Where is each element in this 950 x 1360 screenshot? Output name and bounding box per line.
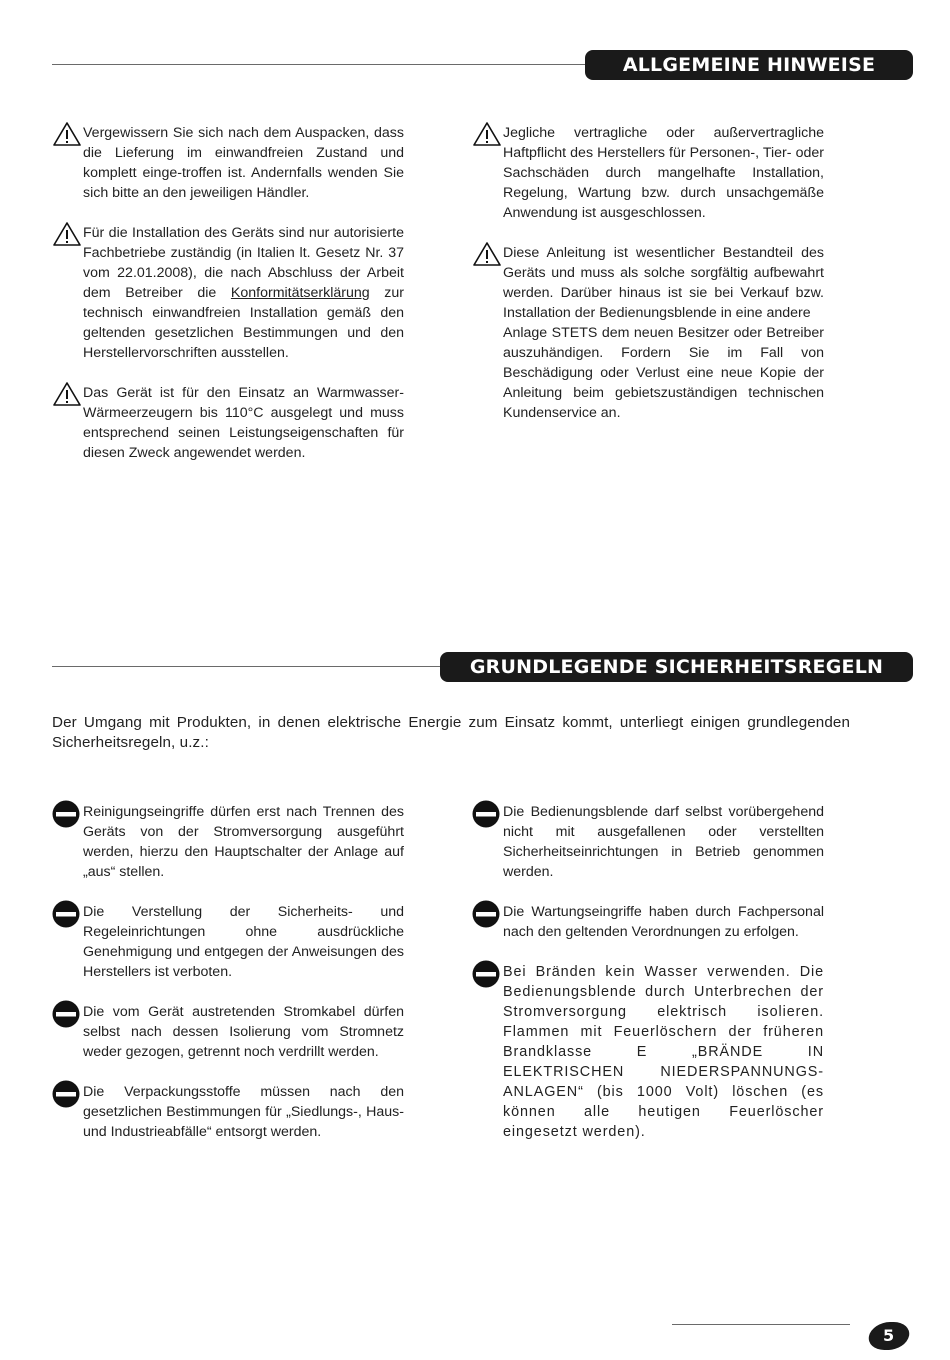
rule-text: Die Verpackungsstoffe müssen nach den gesetzlichen Bestimmungen für „Siedlungs-, Haus- und Industrieabfälle“ entsorgt werden. bbox=[83, 1084, 404, 1140]
warning-icon bbox=[52, 121, 82, 147]
section2-right-column bbox=[472, 802, 824, 1162]
no-entry-icon bbox=[472, 960, 500, 988]
no-entry-icon bbox=[52, 900, 80, 928]
prohibition-rule bbox=[472, 902, 824, 942]
note-text: Diese Anleitung ist wesentlicher Bestandteil des Geräts und muss als solche sorgfältig aufbewahrt werden. Darüber hinaus ist sie bei Verkauf bzw. Installation der Bedienungsblende in eine andere bbox=[503, 245, 824, 321]
rule-text: Die vom Gerät austretenden Stromkabel dürfen selbst nach dessen Isolierung vom Stromnetz weder gezogen, getrennt noch verdrillt werden. bbox=[83, 1004, 404, 1060]
rule-text: Die Bedienungsblende darf selbst vorübergehend nicht mit ausgefallenen oder verstellten Sicherheitseinrichtungen in Betrieb genommen werden. bbox=[503, 804, 824, 880]
no-entry-icon bbox=[472, 900, 500, 928]
intro-paragraph: Der Umgang mit Produkten, in denen elektrische Energie zum Einsatz kommt, unterliegt einigen grundlegenden Sicherheitsregeln, u.z.: bbox=[52, 714, 850, 751]
section1-left-column bbox=[52, 123, 404, 483]
no-entry-icon bbox=[52, 1000, 80, 1028]
no-entry-icon bbox=[52, 800, 80, 828]
warning-note bbox=[52, 223, 404, 363]
prohibition-rule bbox=[472, 962, 824, 1142]
warning-note bbox=[52, 123, 404, 203]
note-text: Anlage STETS dem neuen Besitzer oder Betreiber auszuhändigen. Fordern Sie im Fall von Beschädigung oder Verlust eine neue Kopie der Anleitung beim gebietszuständigen technischen Kundenservice an. bbox=[503, 325, 824, 421]
note-text: zur technisch einwandfreien Installation gemäß den geltenden gesetzlichen Bestimmungen und den Herstellervorschriften ausstellen. bbox=[83, 285, 404, 361]
section1-right-column bbox=[472, 123, 824, 443]
section2-left-column bbox=[52, 802, 404, 1162]
declaration-link-text: Konformitätserklärung bbox=[230, 285, 370, 301]
warning-note bbox=[472, 123, 824, 223]
section-rule bbox=[52, 666, 447, 667]
warning-icon bbox=[52, 221, 82, 247]
warning-icon bbox=[472, 241, 502, 267]
note-text: Für die Installation des Geräts sind nur autorisierte Fachbetriebe zuständig (in Italien lt. Gesetz Nr. 37 vom 22.01.2008), die nach Abschluss der Arbeit dem Betreiber die bbox=[83, 225, 404, 301]
prohibition-rule bbox=[52, 902, 404, 982]
section-title-grundlegende-sicherheitsregeln: GRUNDLEGENDE SICHERHEITSREGELN bbox=[440, 652, 913, 682]
warning-note bbox=[472, 243, 824, 423]
note-text: Jegliche vertragliche oder außervertragliche Haftpflicht des Herstellers für Personen-, Tier- oder Sachschäden durch mangelhafte Installation, Regelung, Wartung bzw. durch unsachgemäße Anwendung ist ausgeschlossen. bbox=[503, 125, 824, 221]
warning-note bbox=[52, 383, 404, 463]
prohibition-rule bbox=[52, 1002, 404, 1062]
prohibition-rule bbox=[472, 802, 824, 882]
warning-icon bbox=[472, 121, 502, 147]
prohibition-rule bbox=[52, 802, 404, 882]
rule-text: Die Wartungseingriffe haben durch Fachpersonal nach den geltenden Verordnungen zu erfolgen. bbox=[503, 904, 824, 940]
prohibition-rule bbox=[52, 1082, 404, 1142]
note-text: Vergewissern Sie sich nach dem Auspacken, dass die Lieferung im einwandfreien Zustand und komplett einge-troffen ist. Andernfalls wenden Sie sich bitte an den jeweiligen Händler. bbox=[83, 125, 404, 201]
section-rule bbox=[52, 64, 592, 65]
section-title-allgemeine-hinweise: ALLGEMEINE HINWEISE bbox=[585, 50, 913, 80]
footer-rule bbox=[672, 1324, 850, 1325]
warning-icon bbox=[52, 381, 82, 407]
no-entry-icon bbox=[52, 1080, 80, 1108]
note-text: Das Gerät ist für den Einsatz an Warmwasser-Wärmeerzeugern bis 110°C ausgelegt und muss entsprechend seinen Leistungseigenschaften für diesen Zweck angewendet werden. bbox=[83, 385, 404, 461]
page-number: 5 bbox=[883, 1326, 895, 1345]
rule-text: Die Verstellung der Sicherheits- und Regeleinrichtungen ohne ausdrückliche Genehmigung und entgegen der Anweisungen des Herstellers ist verboten. bbox=[83, 904, 404, 980]
page-number-badge bbox=[866, 1322, 912, 1350]
rule-text: Bei Bränden kein Wasser verwenden. Die Bedienungsblende durch Unterbrechen der Stromversorgung elektrisch isolieren. Flammen mit Feuerlöschern der früheren Brandklasse E „BRÄNDE IN ELEKTRISCHEN NIEDERSPANNUNGS-ANLAGEN“ (bis 1000 Volt) löschen (es können alle heutigen Feuerlöscher eingesetzt werden). bbox=[503, 964, 824, 1140]
no-entry-icon bbox=[472, 800, 500, 828]
rule-text: Reinigungseingriffe dürfen erst nach Trennen des Geräts von der Stromversorgung ausgeführt werden, hierzu den Hauptschalter der Anlage auf „aus“ stellen. bbox=[83, 804, 404, 880]
